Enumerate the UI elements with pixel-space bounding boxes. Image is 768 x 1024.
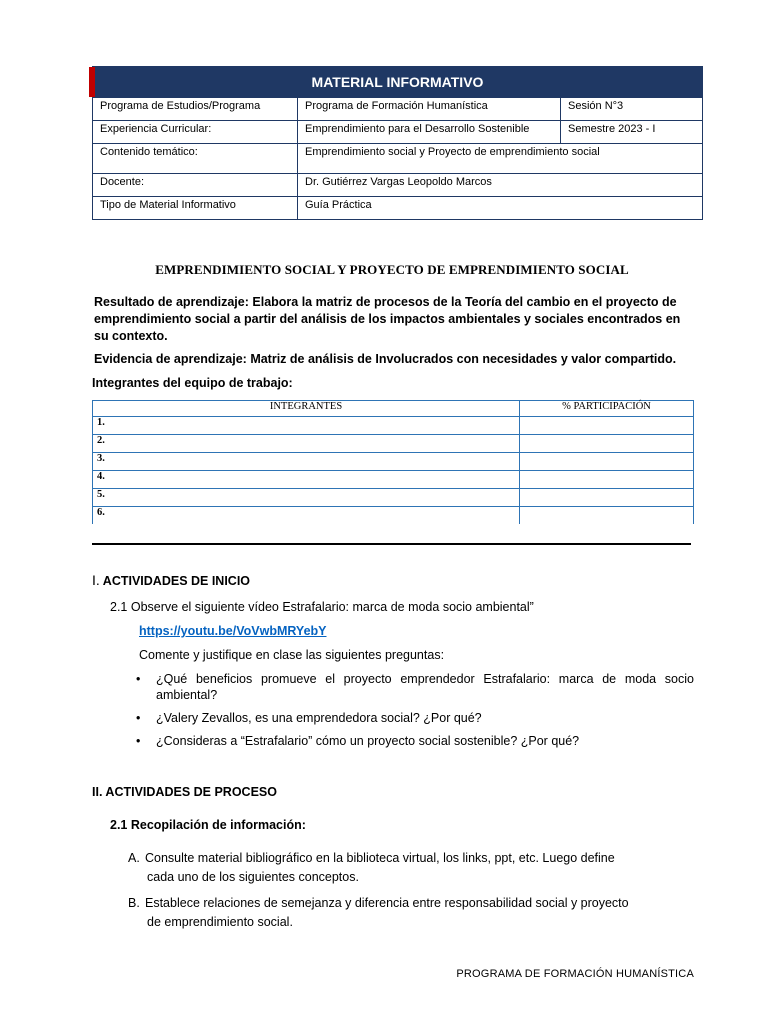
col-participacion: % PARTICIPACIÓN	[520, 401, 694, 417]
table-row	[93, 507, 694, 525]
participation-cell[interactable]	[520, 435, 694, 453]
col-integrantes: INTEGRANTES	[93, 401, 520, 417]
participation-cell[interactable]	[520, 489, 694, 507]
section-1-roman: I.	[92, 572, 100, 588]
row-number: 5.	[93, 489, 520, 507]
row-value: Emprendimiento social y Proyecto de emprendimiento social	[298, 144, 703, 174]
header-table	[92, 66, 703, 220]
row-label: Contenido temático:	[93, 144, 298, 174]
table-row	[93, 489, 694, 507]
questions-list	[136, 671, 694, 749]
divider	[92, 543, 691, 545]
item-b-marker: B.	[128, 896, 140, 910]
list-item	[136, 710, 694, 726]
item-b-line-2: de emprendimiento social.	[147, 915, 293, 929]
bullet-icon: •	[136, 711, 141, 725]
row-extra: Semestre 2023 - I	[561, 121, 703, 144]
evidencia-paragraph	[94, 351, 694, 368]
item-b-line-1: Establece relaciones de semejanza y diferencia entre responsabilidad social y proyecto	[145, 896, 629, 910]
section-1-item: 2.1 Observe el siguiente vídeo Estrafalario: marca de moda socio ambiental”	[110, 600, 534, 614]
row-label: Tipo de Material Informativo	[93, 197, 298, 220]
row-number: 3.	[93, 453, 520, 471]
resultado-label: Resultado de aprendizaje:	[94, 295, 249, 309]
team-heading-text: Integrantes del equipo de trabajo:	[92, 376, 293, 390]
row-label: Docente:	[93, 174, 298, 197]
bullet-icon: •	[136, 672, 141, 686]
bullet-icon: •	[136, 734, 141, 748]
header-row-programa	[93, 98, 703, 121]
participation-cell[interactable]	[520, 471, 694, 489]
resultado-paragraph	[94, 294, 694, 345]
section-2-heading: II. ACTIVIDADES DE PROCESO	[92, 785, 277, 799]
list-item	[136, 671, 694, 703]
row-value: Programa de Formación Humanística	[298, 98, 561, 121]
document-title: EMPRENDIMIENTO SOCIAL Y PROYECTO DE EMPRENDIMIENTO SOCIAL	[155, 262, 629, 277]
item-a-line-2: cada uno de los siguientes conceptos.	[147, 870, 359, 884]
accent-bar	[89, 67, 95, 97]
header-row-tipo	[93, 197, 703, 220]
participation-cell[interactable]	[520, 453, 694, 471]
row-number: 1.	[93, 417, 520, 435]
table-row	[93, 417, 694, 435]
row-label: Experiencia Curricular:	[93, 121, 298, 144]
evidencia-text: Matriz de análisis de Involucrados con necesidades y valor compartido.	[246, 352, 677, 366]
team-heading	[92, 375, 692, 392]
header-title	[93, 67, 703, 98]
team-table	[92, 400, 694, 524]
header-row-contenido	[93, 144, 703, 174]
bullet-text: ¿Consideras a “Estrafalario” cómo un proyecto social sostenible? ¿Por qué?	[156, 734, 580, 748]
table-row	[93, 435, 694, 453]
section-2-subheading: 2.1 Recopilación de información:	[110, 818, 306, 832]
row-value: Guía Práctica	[298, 197, 703, 220]
section-1-title: ACTIVIDADES DE INICIO	[102, 574, 251, 588]
row-number: 2.	[93, 435, 520, 453]
section-1-heading	[92, 572, 250, 588]
participation-cell[interactable]	[520, 417, 694, 435]
row-number: 4.	[93, 471, 520, 489]
header-row-experiencia	[93, 121, 703, 144]
header-title-text: MATERIAL INFORMATIVO	[311, 74, 484, 90]
video-link[interactable]: https://youtu.be/VoVwbMRYebY	[139, 624, 327, 638]
list-item	[136, 733, 694, 749]
row-label: Programa de Estudios/Programa	[93, 98, 298, 121]
table-row	[93, 471, 694, 489]
participation-cell[interactable]	[520, 507, 694, 525]
resultado-text: Elabora la matriz de procesos de la Teoría del cambio en el proyecto de emprendimiento social a partir del análisis de los impactos ambientales y sociales encontrados en su contexto.	[94, 295, 681, 343]
page-footer: PROGRAMA DE FORMACIÓN HUMANÍSTICA	[456, 968, 694, 980]
row-value: Emprendimiento para el Desarrollo Sostenible	[298, 121, 561, 144]
questions-prompt: Comente y justifique en clase las siguientes preguntas:	[139, 648, 445, 662]
item-a-marker: A.	[128, 851, 140, 865]
row-extra: Sesión N°3	[561, 98, 703, 121]
row-number: 6.	[93, 507, 520, 525]
evidencia-label: Evidencia de aprendizaje:	[94, 352, 247, 366]
row-value: Dr. Gutiérrez Vargas Leopoldo Marcos	[298, 174, 703, 197]
item-a-line-1: Consulte material bibliográfico en la biblioteca virtual, los links, ppt, etc. Luego define	[145, 851, 615, 865]
bullet-text: ¿Valery Zevallos, es una emprendedora social? ¿Por qué?	[156, 711, 482, 725]
bullet-text: ¿Qué beneficios promueve el proyecto emprendedor Estrafalario: marca de moda socio ambiental?	[156, 672, 694, 702]
table-row	[93, 453, 694, 471]
header-row-docente	[93, 174, 703, 197]
